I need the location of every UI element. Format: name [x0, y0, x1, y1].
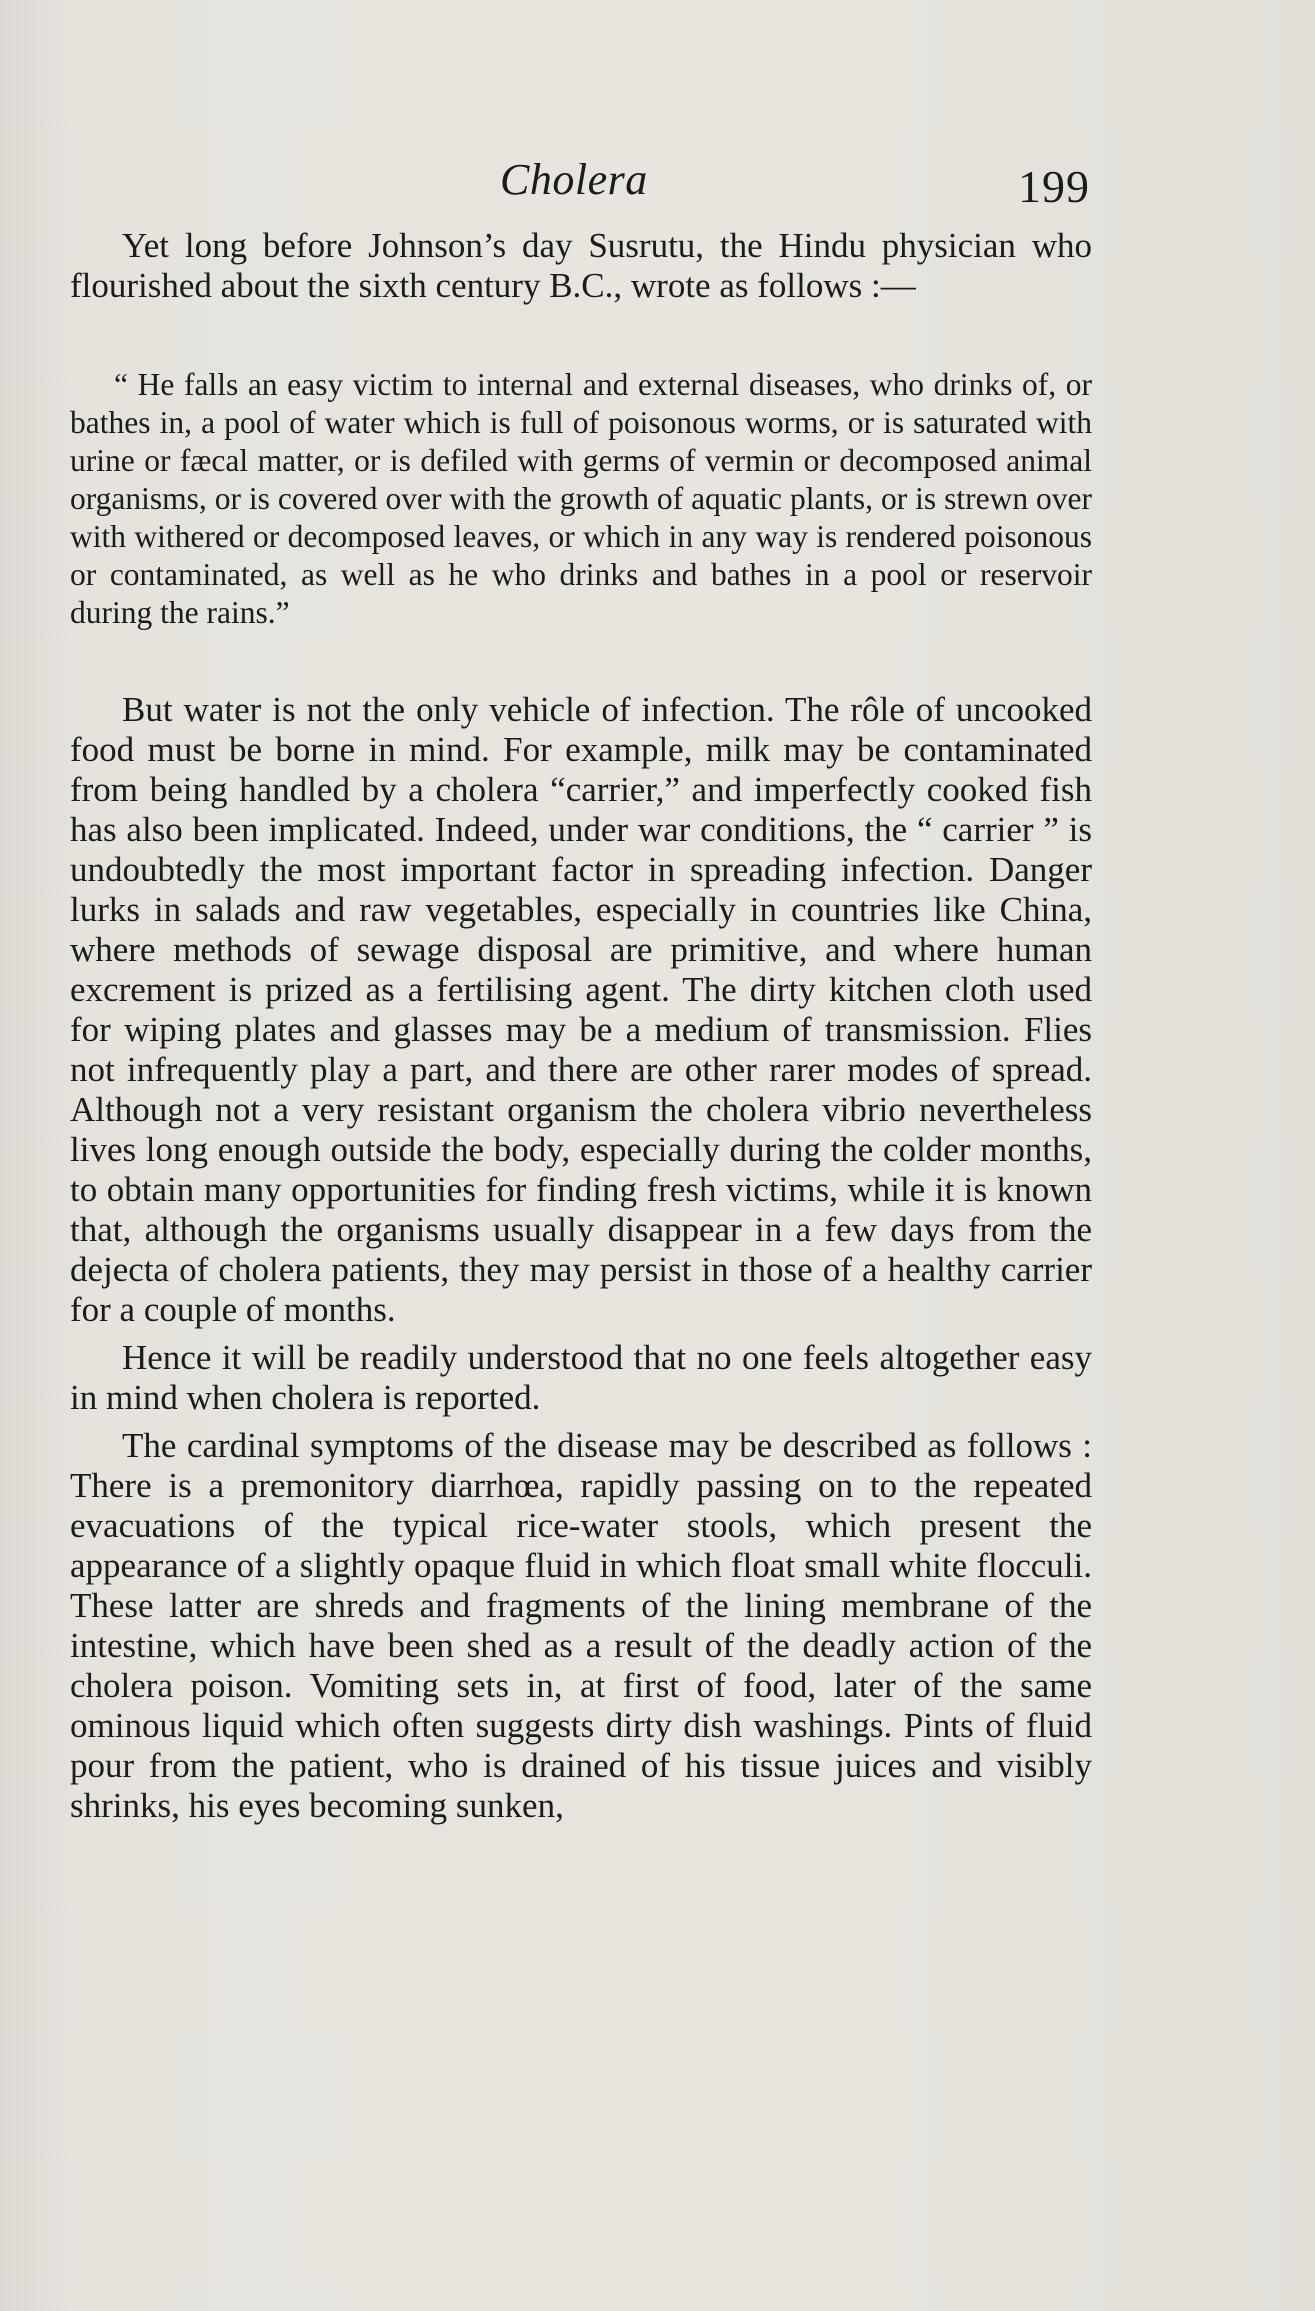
block-quote: “ He falls an easy victim to internal and external diseases, who drinks of, or bathes in, a pool of water which is full of poisonous worms, or is saturated with urine or fæcal matter, or is defiled with germs of vermin or decomposed animal organisms, or is covered over with the growth of aquatic plants, or is strewn over with withered or decomposed leaves, or which in any way is rendered poisonous or contaminated, as well as he who drinks and bathes in a pool or reservoir during the rains.” — [70, 367, 1092, 630]
page-number: 199 — [1018, 161, 1090, 212]
running-head — [70, 150, 1090, 210]
paragraph-symptoms: The cardinal symptoms of the disease may be described as follows : There is a premonitory diarrhœa, rapidly passing on to the repeated evacuations of the typical rice-water stools, which present the appearance of a slightly opaque fluid in which float small white flocculi. These latter are shreds and fragments of the lining membrane of the intestine, which have been shed as a result of the deadly action of the cholera poison. Vomiting sets in, at first of food, later of the same ominous liquid which often suggests dirty dish washings. Pints of fluid pour from the patient, who is drained of his tissue juices and visibly shrinks, his eyes becoming sunken, — [70, 1426, 1092, 1825]
body-text — [70, 226, 1092, 1826]
paragraph-vehicles-of-infection: But water is not the only vehicle of infection. The rôle of uncooked food must be borne in mind. For example, milk may be contaminated from being handled by a cholera “carrier,” and imperfectly cooked fish has also been implicated. Indeed, under war conditions, the “ carrier ” is undoubtedly the most important factor in spreading infection. Danger lurks in salads and raw vegetables, especially in countries like China, where methods of sewage disposal are primitive, and where human excrement is prized as a fertilising agent. The dirty kitchen cloth used for wiping plates and glasses may be a medium of transmission. Flies not infrequently play a part, and there are other rarer modes of spread. Although not a very resistant organism the cholera vibrio nevertheless lives long enough outside the body, especially during the colder months, to obtain many opportunities for finding fresh victims, while it is known that, although the organisms usually disappear in a few days from the dejecta of cholera patients, they may persist in those of a healthy carrier for a couple of months. — [70, 690, 1092, 1329]
paragraph-intro: Yet long before Johnson’s day Susrutu, the Hindu physician who flourished about the sixth century B.C., wrote as follows :— — [70, 226, 1092, 305]
chapter-title: Cholera — [500, 155, 648, 204]
paragraph-unease: Hence it will be readily understood that no one feels altogether easy in mind when cholera is reported. — [70, 1338, 1092, 1417]
